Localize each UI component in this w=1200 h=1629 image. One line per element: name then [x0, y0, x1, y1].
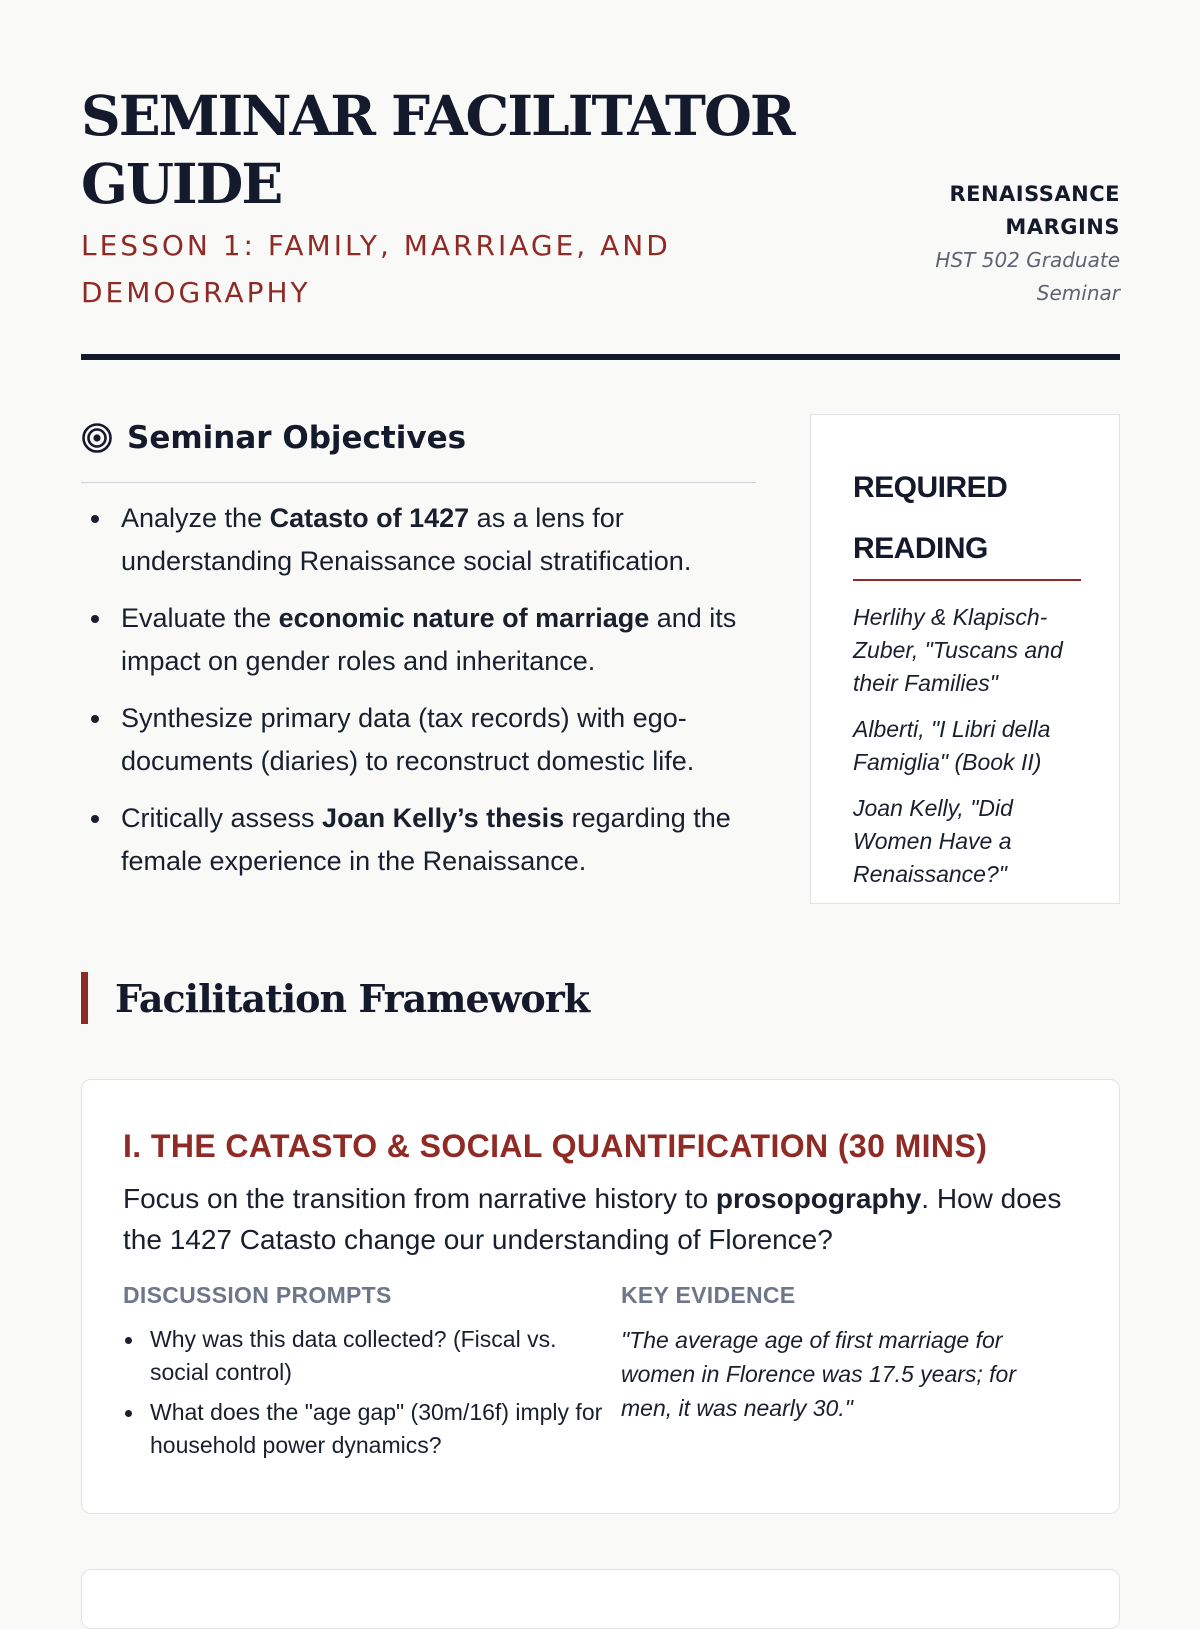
page-title: SEMINAR FACILITATOR GUIDE [81, 83, 794, 216]
objective-item: Critically assess Joan Kelly’s thesis regarding the female experience in the Renaissance. [81, 797, 756, 883]
section-description: Focus on the transition from narrative history to prosopography. How does the 1427 Catasto change our understanding of Florence? [123, 1183, 1062, 1255]
objectives-list [81, 497, 756, 883]
lesson-subtitle: LESSON 1: FAMILY, MARRIAGE, AND DEMOGRAPHY [81, 229, 671, 309]
prompt-item: Why was this data collected? (Fiscal vs. social control) [123, 1323, 621, 1389]
objectives-section [81, 412, 756, 897]
required-reading-card [810, 414, 1120, 904]
guide-page [81, 0, 1120, 1458]
objectives-title: Seminar Objectives [127, 420, 467, 456]
brand-block [860, 178, 1120, 310]
section-columns [123, 1282, 1079, 1469]
framework-heading [81, 972, 589, 1024]
objectives-header [81, 412, 756, 483]
prompts-list [123, 1323, 621, 1462]
prompts-heading: DISCUSSION PROMPTS [123, 1282, 392, 1308]
required-reading-title: REQUIRED READING [853, 457, 1081, 581]
section-card-next [81, 1569, 1120, 1629]
section-card-catasto [81, 1079, 1120, 1514]
reading-item: Alberti, "I Libri della Famiglia" (Book II) [853, 716, 1051, 775]
objective-item: Evaluate the economic nature of marriage and its impact on gender roles and inheritance. [81, 597, 756, 683]
brand-name: RENAISSANCE MARGINS [949, 182, 1120, 239]
reading-item: Joan Kelly, "Did Women Have a Renaissance?" [853, 795, 1013, 887]
reading-item: Herlihy & Klapisch-Zuber, "Tuscans and their Families" [853, 604, 1063, 696]
discussion-prompts [123, 1282, 621, 1469]
target-icon [81, 422, 113, 454]
prompt-item: What does the "age gap" (30m/16f) imply for household power dynamics? [123, 1396, 621, 1462]
objective-item: Analyze the Catasto of 1427 as a lens for understanding Renaissance social stratification. [81, 497, 756, 583]
course-label: HST 502 Graduate Seminar [935, 248, 1120, 305]
framework-title: Facilitation Framework [115, 975, 590, 1021]
objective-item: Synthesize primary data (tax records) with ego-documents (diaries) to reconstruct domestic life. [81, 697, 756, 783]
key-evidence [621, 1282, 1061, 1469]
evidence-heading: KEY EVIDENCE [621, 1282, 796, 1308]
section-title: I. THE CATASTO & SOCIAL QUANTIFICATION (30 MINS) [123, 1128, 988, 1164]
header-divider [81, 354, 1120, 360]
evidence-quote: "The average age of first marriage for women in Florence was 17.5 years; for men, it was nearly 30." [621, 1327, 1017, 1421]
header [81, 0, 1120, 362]
